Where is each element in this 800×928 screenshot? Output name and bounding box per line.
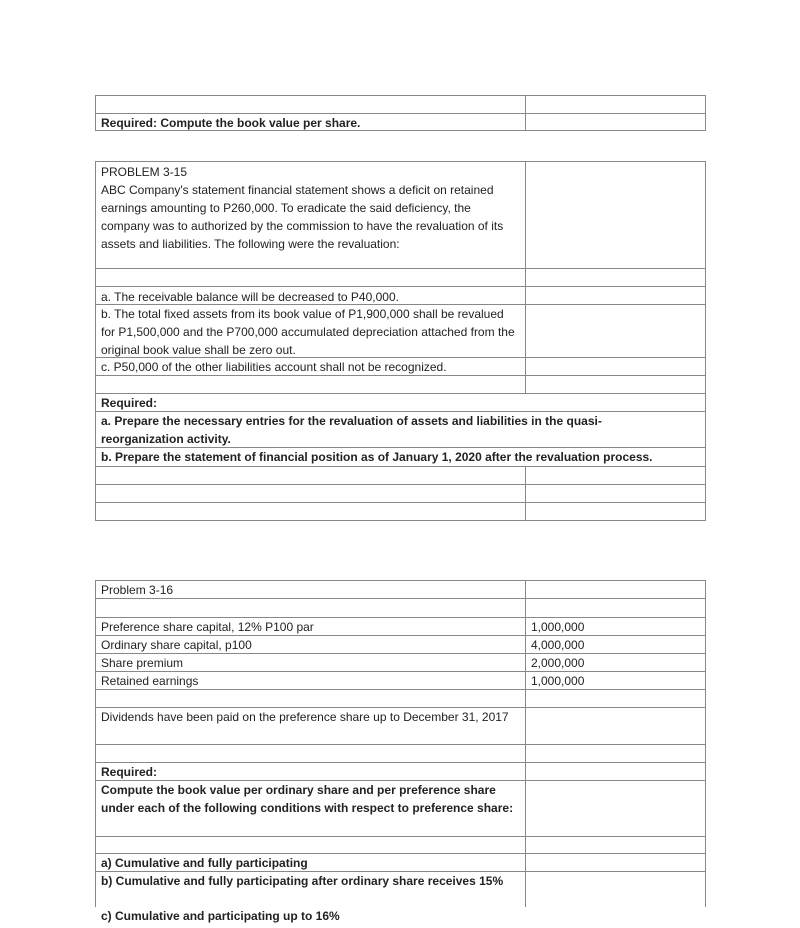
- table-cell: [525, 672, 705, 689]
- table-cell: [96, 708, 525, 744]
- table-cell: [96, 599, 525, 617]
- table-row: [95, 635, 706, 653]
- table-cell: [96, 376, 525, 393]
- required-text-3-16: Compute the book value per ordinary share and per preference share under each of the following conditions with respect to preference share:: [101, 783, 514, 815]
- required-label-3-16: Required:: [101, 765, 158, 779]
- table-cell: [96, 837, 525, 853]
- account-value-preference-share: 1,000,000: [531, 620, 585, 634]
- account-value-retained-earnings: 1,000,000: [531, 674, 585, 688]
- table-cell: [525, 114, 705, 130]
- table-row: [95, 871, 706, 907]
- table-row: [95, 762, 706, 780]
- table-cell: [96, 305, 525, 357]
- table-row: [95, 653, 706, 671]
- table-cell: [525, 636, 705, 653]
- table-cell: [96, 485, 525, 502]
- required-b-text: b. Prepare the statement of financial position as of January 1, 2020 after the revaluation process.: [101, 450, 653, 464]
- table-row: [95, 95, 706, 113]
- table-cell: [525, 654, 705, 671]
- table-cell: [96, 781, 525, 836]
- required-label: Required:: [101, 396, 158, 410]
- table-cell: [96, 618, 525, 635]
- table-row: [95, 304, 706, 357]
- table-row: [95, 393, 706, 411]
- table-row: [95, 502, 706, 521]
- table-cell: [525, 690, 705, 707]
- problem-3-16-title: Problem 3-16: [101, 583, 174, 597]
- table-cell: [96, 872, 525, 907]
- table-cell: [96, 467, 525, 484]
- table-row: [95, 598, 706, 617]
- table-cell: [525, 358, 705, 375]
- condition-a: a) Cumulative and fully participating: [101, 856, 308, 870]
- table-cell: [525, 763, 705, 780]
- table-row: [95, 357, 706, 375]
- condition-c: c) Cumulative and participating up to 16%: [101, 909, 340, 923]
- table-row: [95, 853, 706, 871]
- table-cell: [96, 358, 525, 375]
- table-row: [95, 113, 706, 131]
- table-row: [95, 671, 706, 689]
- condition-c-row: [95, 907, 525, 927]
- account-label-share-premium: Share premium: [101, 656, 184, 670]
- table-row: [95, 411, 706, 447]
- dividends-note: Dividends have been paid on the preference share up to December 31, 2017: [101, 710, 509, 724]
- table-cell: [525, 287, 705, 304]
- table-row: [95, 780, 706, 836]
- table-cell: [96, 745, 525, 762]
- condition-b: b) Cumulative and fully participating after ordinary share receives 15%: [101, 874, 504, 888]
- table-row: [95, 580, 706, 598]
- table-cell: [96, 503, 525, 520]
- table-row: [95, 689, 706, 707]
- table-cell: [525, 872, 705, 907]
- account-label-ordinary-share: Ordinary share capital, p100: [101, 638, 252, 652]
- table-row: [95, 707, 706, 744]
- table-cell: [525, 376, 705, 393]
- account-label-retained-earnings: Retained earnings: [101, 674, 199, 688]
- table-cell: [96, 854, 525, 871]
- table-cell: [525, 485, 705, 502]
- table-cell: [96, 654, 525, 671]
- table-cell: [525, 305, 705, 357]
- table-cell: [96, 412, 705, 447]
- table-row: [95, 161, 706, 268]
- table-cell: [96, 636, 525, 653]
- account-value-ordinary-share: 4,000,000: [531, 638, 585, 652]
- table-cell: [96, 287, 525, 304]
- table-cell: [96, 114, 525, 130]
- table-cell: [96, 690, 525, 707]
- table-cell: [525, 837, 705, 853]
- account-value-share-premium: 2,000,000: [531, 656, 585, 670]
- table-cell: [96, 394, 705, 411]
- table-row: [95, 375, 706, 393]
- table-cell: [525, 854, 705, 871]
- table-row: [95, 484, 706, 502]
- account-label-preference-share: Preference share capital, 12% P100 par: [101, 620, 314, 634]
- table-cell: [525, 503, 705, 520]
- problem-3-15-intro: ABC Company's statement financial statement shows a deficit on retained earnings amounting to P260,000. To eradicate the said deficiency, the company was to authorized by the commission to have the revaluation of its assets and liabilities. The following were the revaluation:: [101, 183, 504, 251]
- table-cell: [525, 467, 705, 484]
- table-cell: [525, 162, 705, 268]
- table-row: [95, 447, 706, 466]
- table-row: [95, 466, 706, 484]
- table-cell: [525, 781, 705, 836]
- table-row: [95, 268, 706, 286]
- table-cell: [96, 448, 705, 466]
- table-row: [95, 617, 706, 635]
- table-cell: [525, 269, 705, 286]
- table-cell: [96, 269, 525, 286]
- revaluation-item-c: c. P50,000 of the other liabilities account shall not be recognized.: [101, 360, 447, 374]
- revaluation-item-a: a. The receivable balance will be decreased to P40,000.: [101, 290, 399, 304]
- table-cell: [525, 745, 705, 762]
- revaluation-item-b: b. The total fixed assets from its book value of P1,900,000 shall be revalued for P1,500,000 and the P700,000 accumulated depreciation attached from the original book value shall be zero out.: [101, 307, 515, 357]
- table-cell: [525, 618, 705, 635]
- table-row: [95, 836, 706, 853]
- table-cell: [525, 708, 705, 744]
- table-cell: [96, 763, 525, 780]
- problem-3-15-title: PROBLEM 3-15: [101, 165, 188, 179]
- table-cell: [96, 672, 525, 689]
- table-cell: [525, 599, 705, 617]
- table-cell: [96, 96, 525, 113]
- table-cell: [525, 581, 705, 598]
- table-row: [95, 286, 706, 304]
- table-row: [95, 744, 706, 762]
- table-cell: [96, 581, 525, 598]
- table-cell: [96, 162, 525, 268]
- required-book-value-text: Required: Compute the book value per share.: [101, 116, 361, 130]
- table-cell: [525, 96, 705, 113]
- required-a-text: a. Prepare the necessary entries for the revaluation of assets and liabilities in the quasi-reorganization activity.: [101, 414, 602, 446]
